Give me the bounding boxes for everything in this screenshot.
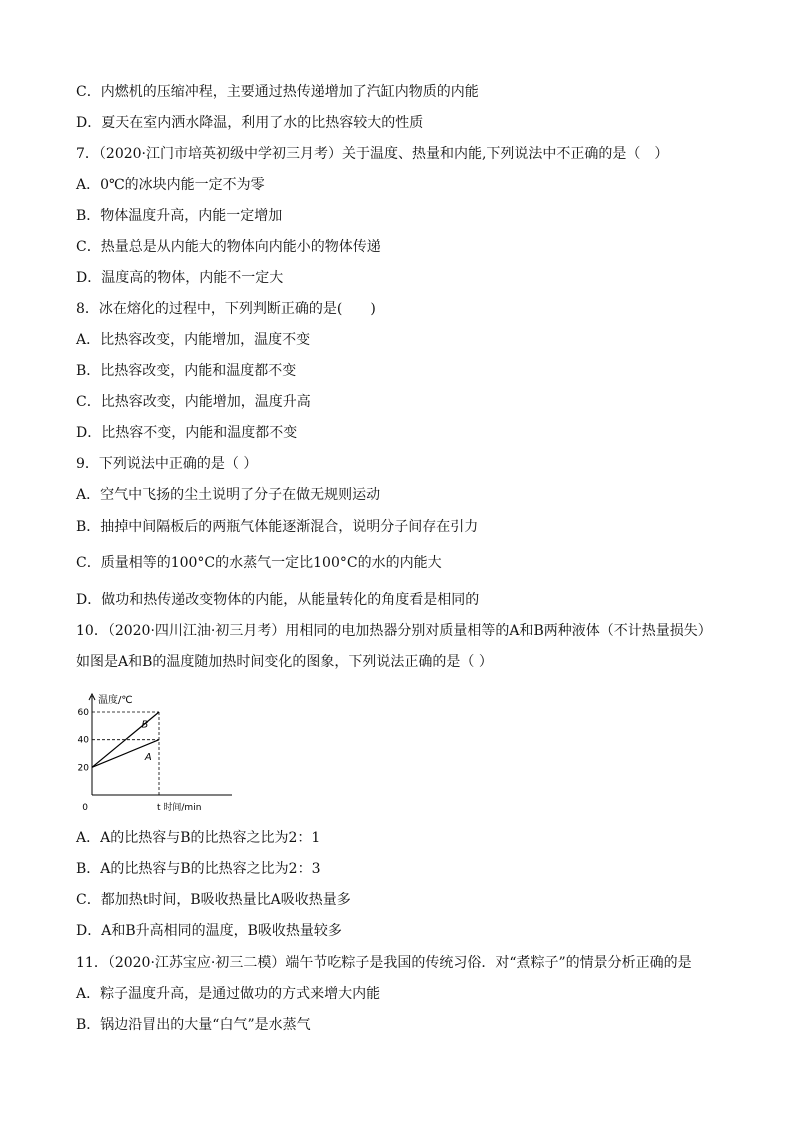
text-line: C．内燃机的压缩冲程，主要通过热传递增加了汽缸内物质的内能 <box>76 84 479 100</box>
text-line: B．抽掉中间隔板后的两瓶气体能逐渐混合，说明分子间存在引力 <box>76 519 479 535</box>
text-line: A．0℃的冰块内能一定不为零 <box>76 177 265 193</box>
text-line: B．锅边沿冒出的大量“白气”是水蒸气 <box>76 1017 311 1033</box>
text-line: D．比热容不变，内能和温度都不变 <box>76 425 298 441</box>
y-tick-label: 60 <box>77 708 89 718</box>
y-axis-label: 温度/℃ <box>98 695 133 706</box>
text-line: D．温度高的物体，内能不一定大 <box>76 270 284 286</box>
text-line: B．物体温度升高，内能一定增加 <box>76 208 283 224</box>
y-tick-label: 40 <box>77 735 89 746</box>
text-line: C．热量总是从内能大的物体向内能小的物体传递 <box>76 239 381 255</box>
text-line: 8．冰在熔化的过程中，下列判断正确的是( ) <box>76 301 376 317</box>
series-label-B: B <box>141 719 149 731</box>
text-line: A．A的比热容与B的比热容之比为2：1 <box>76 830 321 846</box>
text-line: 7．（2020·江门市培英初级中学初三月考）关于温度、热量和内能,下列说法中不正确的是（ ） <box>76 146 669 162</box>
text-line: A．粽子温度升高，是通过做功的方式来增大内能 <box>76 986 381 1002</box>
text-line: D．夏天在室内洒水降温，利用了水的比热容较大的性质 <box>76 115 424 131</box>
text-line: 10．（2020·四川江油·初三月考）用相同的电加热器分别对质量相等的A和B两种液体（不计热量损失） <box>76 623 712 639</box>
origin-label: 0 <box>82 803 88 813</box>
text-line: C．质量相等的100°C的水蒸气一定比100°C的水的内能大 <box>76 555 442 571</box>
text-line: 如图是A和B的温度随加热时间变化的图象，下列说法正确的是（ ） <box>76 654 493 670</box>
series-label-A: A <box>144 751 152 763</box>
text-line: D．A和B升高相同的温度，B吸收热量较多 <box>76 923 342 939</box>
text-line: C．都加热t时间，B吸收热量比A吸收热量多 <box>76 892 351 908</box>
text-line: 11．（2020·江苏宝应·初三二模）端午节吃粽子是我国的传统习俗．对“煮粽子”的情景分析正确的是 <box>76 955 692 971</box>
y-tick-label: 20 <box>77 763 89 774</box>
text-line: B．比热容改变，内能和温度都不变 <box>76 363 297 379</box>
text-line: 9．下列说法中正确的是（ ） <box>76 456 258 472</box>
x-axis-label: t 时间/min <box>157 803 202 813</box>
text-line: A．空气中飞扬的尘土说明了分子在做无规则运动 <box>76 487 381 503</box>
text-line: A．比热容改变，内能增加，温度不变 <box>76 332 311 348</box>
temperature-time-chart <box>62 690 232 815</box>
text-line: B．A的比热容与B的比热容之比为2：3 <box>76 861 321 877</box>
text-line: D．做功和热传递改变物体的内能，从能量转化的角度看是相同的 <box>76 592 480 608</box>
text-line: C．比热容改变，内能增加，温度升高 <box>76 394 311 410</box>
